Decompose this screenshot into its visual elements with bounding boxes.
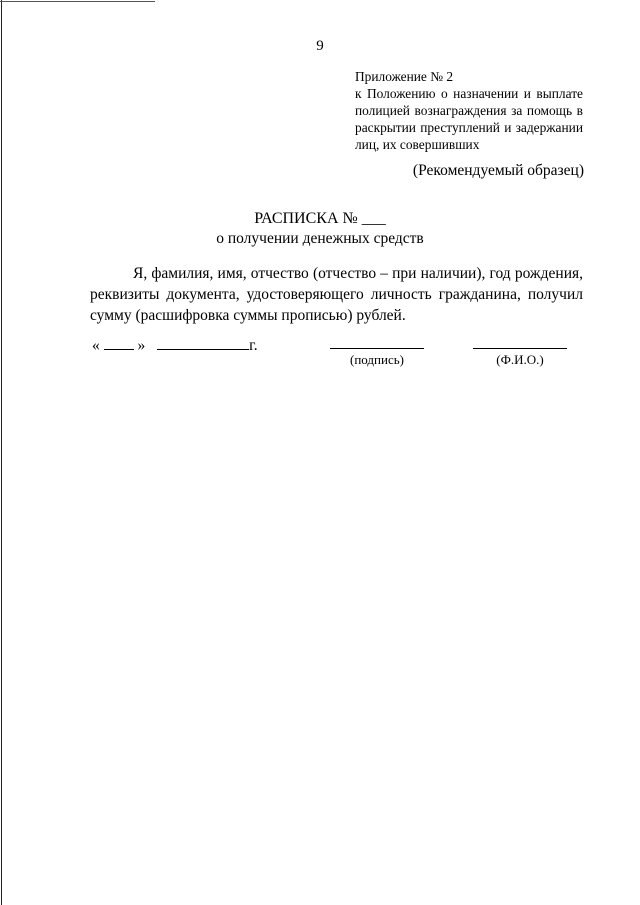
receipt-body-line: Я, фамилия, имя, отчество (отчество – при наличии), год рождения, [133,265,583,282]
receipt-body-line: реквизиты документа, удостоверяющего личность гражданина, получил [90,286,583,303]
sample-note: (Рекомендуемый образец) [412,162,584,179]
receipt-subtitle: о получении денежных средств [216,230,424,247]
scan-edge-left [1,0,2,905]
receipt-title: РАСПИСКА № ___ [254,210,386,227]
signature-label: (подпись) [350,352,404,367]
appendix-line: к Положению о назначении и выплате [355,86,583,101]
appendix-line: раскрытии преступлений и задержании [355,120,583,135]
signature-blank-line [330,348,424,349]
receipt-body [90,263,583,326]
appendix-header [355,68,583,153]
date-month-blank [157,335,249,350]
receipt-body-line: сумму (расшифровка суммы прописью) рублей. [90,307,406,324]
date-year-suffix: г. [249,337,258,354]
date-field [92,335,258,355]
appendix-line: полицией вознаграждения за помощь в [355,103,583,118]
page-number: 9 [316,38,324,54]
appendix-line: лиц, их совершивших [355,137,480,152]
scan-edge-top [0,1,155,2]
appendix-line: Приложение № 2 [355,69,454,84]
name-label: (Ф.И.О.) [496,352,544,367]
date-day-blank [104,335,134,350]
date-open-quote: « [92,337,100,354]
name-blank-line [473,348,567,349]
date-close-quote: » [137,337,146,354]
